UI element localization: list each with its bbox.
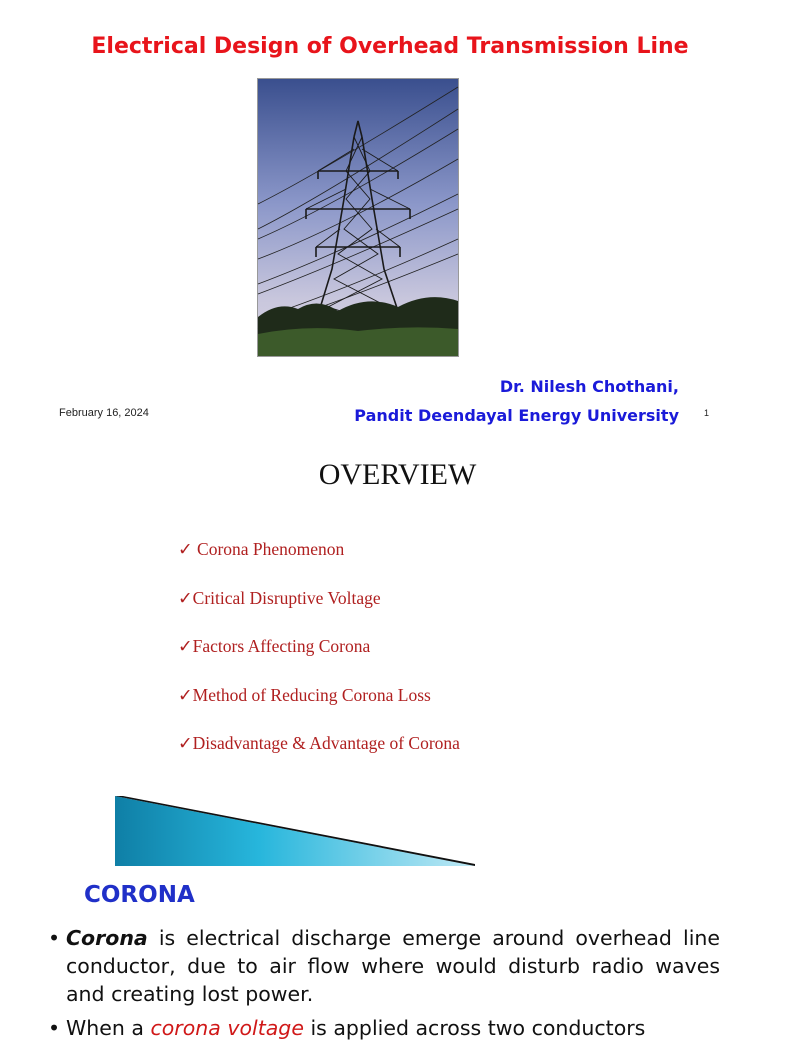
corona-slide	[0, 866, 768, 1040]
overview-title: OVERVIEW	[318, 458, 477, 491]
list-item: ✓Method of Reducing Corona Loss	[178, 684, 431, 705]
transmission-tower-photo	[257, 78, 459, 357]
bullet-text	[48, 1014, 720, 1042]
title-slide	[0, 0, 768, 440]
highlight-text: corona voltage	[150, 1016, 304, 1040]
overview-slide	[0, 440, 768, 866]
corona-body	[48, 924, 720, 1042]
corona-title: CORONA	[84, 882, 195, 908]
bullet-text	[48, 924, 720, 1008]
partial-text: When a	[66, 1016, 144, 1040]
bullet-icon: •	[48, 926, 61, 950]
bullet-paragraph	[48, 1014, 720, 1042]
slide-title: Electrical Design of Overhead Transmission Line	[91, 34, 689, 59]
bullet-icon: •	[48, 1016, 61, 1040]
list-item: ✓Factors Affecting Corona	[178, 636, 371, 656]
author-block	[354, 372, 679, 430]
list-item: ✓Critical Disruptive Voltage	[178, 587, 381, 608]
bullet-paragraph	[48, 924, 720, 1008]
slide-date: February 16, 2024	[59, 407, 149, 419]
definition-text: is electrical discharge emerge around overhead line conductor, due to air flow where would disturb radio waves and creating lost power.	[66, 926, 720, 1006]
partial-text-rest: is applied across two conductors	[310, 1016, 646, 1040]
author-name: Dr. Nilesh Chothani,	[499, 377, 679, 396]
decorative-band	[115, 796, 475, 866]
overview-list	[178, 538, 460, 781]
list-item: ✓ Corona Phenomenon	[178, 539, 345, 559]
institution-name: Pandit Deendayal Energy University	[354, 406, 679, 425]
slide-number: 1	[704, 408, 710, 418]
term-corona: Corona	[66, 926, 148, 950]
list-item: ✓Disadvantage & Advantage of Corona	[178, 733, 460, 753]
